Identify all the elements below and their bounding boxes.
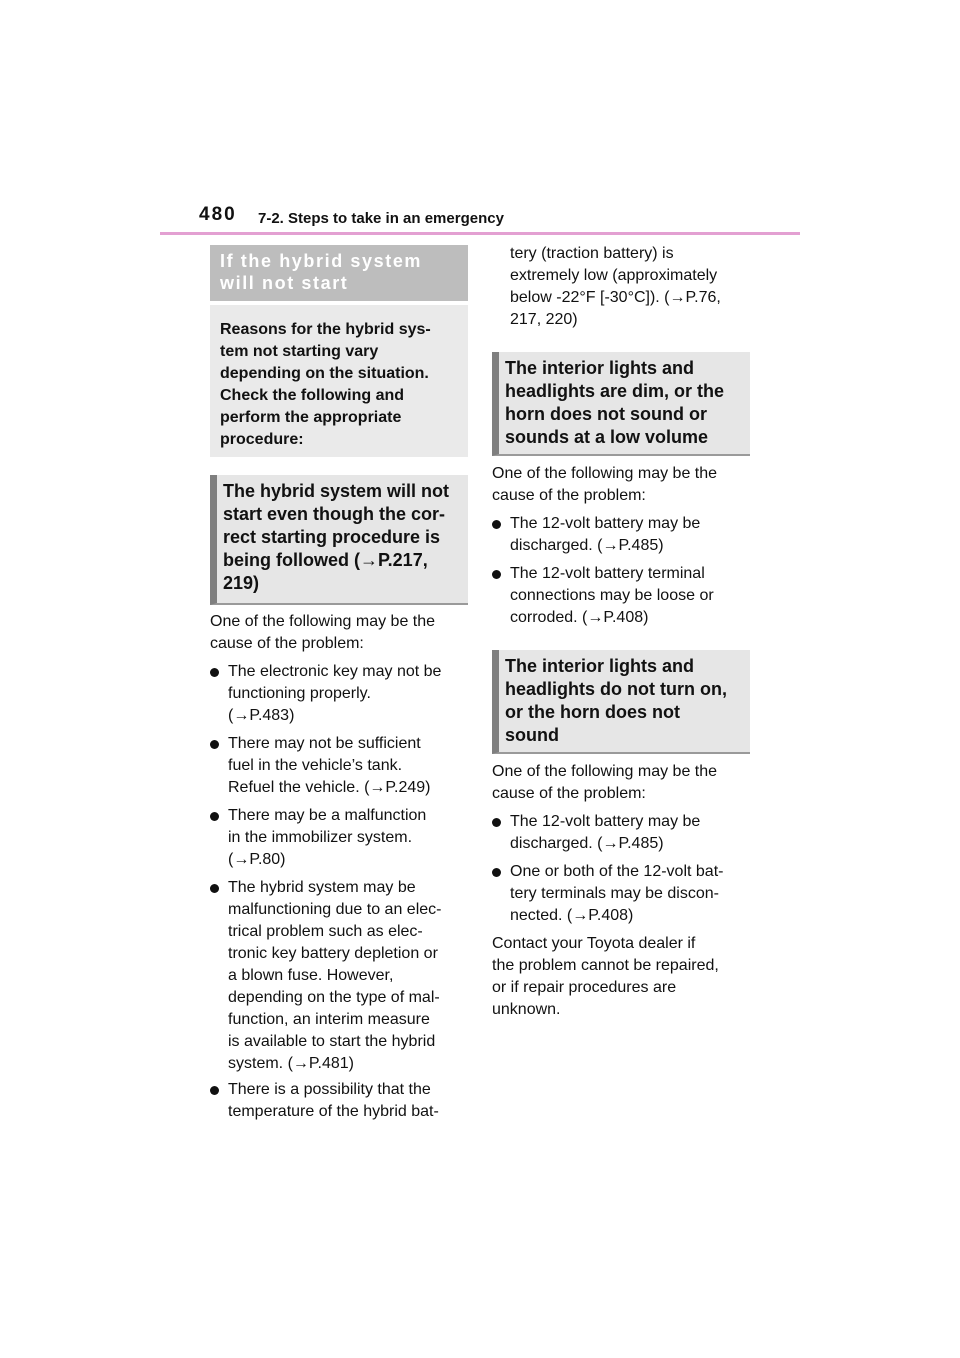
list-item-line: function, an interim measure bbox=[228, 1011, 430, 1028]
subheading-line: The interior lights and bbox=[505, 656, 695, 676]
list-item bbox=[210, 733, 470, 799]
subheading-line: headlights do not turn on, bbox=[505, 679, 727, 699]
list-item-line: a blown fuse. However, bbox=[228, 967, 394, 984]
intro-line: Check the following and bbox=[220, 387, 405, 404]
bullet-icon bbox=[210, 812, 219, 821]
paragraph-line: unknown. bbox=[492, 1001, 561, 1018]
list-item-line: trical problem such as elec- bbox=[228, 923, 423, 940]
bullet-icon bbox=[492, 818, 501, 827]
list-item-line: (→P.483) bbox=[228, 707, 295, 724]
intro-line: Reasons for the hybrid sys- bbox=[220, 321, 431, 338]
list-item-line: corroded. (→P.408) bbox=[510, 609, 649, 626]
list-item-line: temperature of the hybrid bat- bbox=[228, 1103, 439, 1120]
header-divider bbox=[160, 232, 800, 235]
list-item-line: The electronic key may not be bbox=[228, 663, 442, 680]
list-item-line: The 12-volt battery terminal bbox=[510, 565, 705, 582]
intro-line: procedure: bbox=[220, 431, 304, 448]
closing-paragraph bbox=[492, 933, 754, 1021]
list-item-line: is available to start the hybrid bbox=[228, 1033, 436, 1050]
title-line: If the hybrid system bbox=[220, 251, 423, 271]
list-item-line: There may not be sufficient bbox=[228, 735, 421, 752]
bullet-icon bbox=[210, 668, 219, 677]
subheading-line: being followed (→P.217, bbox=[223, 550, 428, 570]
intro-box bbox=[210, 305, 468, 457]
paragraph-line: One of the following may be the bbox=[210, 613, 436, 630]
paragraph-line: tery (traction battery) is bbox=[510, 245, 674, 262]
list-item bbox=[210, 661, 470, 727]
lead-paragraph bbox=[492, 463, 754, 507]
bullet-icon bbox=[492, 570, 501, 579]
bullet-icon bbox=[210, 884, 219, 893]
paragraph-line: cause of the problem: bbox=[492, 487, 646, 504]
paragraph-line: the problem cannot be repaired, bbox=[492, 957, 719, 974]
list-item bbox=[210, 1079, 470, 1123]
bullet-icon bbox=[210, 740, 219, 749]
list-item-line: The hybrid system may be bbox=[228, 879, 416, 896]
title-line: will not start bbox=[220, 273, 349, 293]
intro-line: depending on the situation. bbox=[220, 365, 429, 382]
list-item-line: There is a possibility that the bbox=[228, 1081, 431, 1098]
paragraph-line: 217, 220) bbox=[510, 311, 578, 328]
list-item bbox=[210, 805, 470, 871]
subheading-line: 219) bbox=[223, 573, 260, 593]
subheading-line: sounds at a low volume bbox=[505, 427, 709, 447]
subheading-dim-lights bbox=[492, 352, 750, 456]
list-item-line: The 12-volt battery may be bbox=[510, 813, 701, 830]
list-item bbox=[210, 877, 470, 1075]
list-item-line: in the immobilizer system. bbox=[228, 829, 413, 846]
bullet-icon bbox=[492, 520, 501, 529]
list-item-line: discharged. (→P.485) bbox=[510, 835, 664, 852]
paragraph-line: extremely low (approximately bbox=[510, 267, 718, 284]
subheading-not-starting bbox=[210, 475, 468, 605]
list-item-line: nected. (→P.408) bbox=[510, 907, 634, 924]
section-title-box bbox=[210, 245, 468, 301]
list-item bbox=[492, 811, 754, 855]
list-item-line: discharged. (→P.485) bbox=[510, 537, 664, 554]
subheading-line: or the horn does not bbox=[505, 702, 680, 722]
list-item bbox=[492, 563, 754, 629]
subheading-line: The interior lights and bbox=[505, 358, 695, 378]
subheading-no-lights bbox=[492, 650, 750, 754]
list-item-line: There may be a malfunction bbox=[228, 807, 427, 824]
paragraph-line: Contact your Toyota dealer if bbox=[492, 935, 696, 952]
list-item-line: malfunctioning due to an elec- bbox=[228, 901, 442, 918]
paragraph-line: cause of the problem: bbox=[492, 785, 646, 802]
list-item-line: (→P.80) bbox=[228, 851, 286, 868]
subheading-line: horn does not sound or bbox=[505, 404, 707, 424]
page-number: 480 bbox=[199, 204, 237, 225]
lead-paragraph bbox=[210, 611, 470, 655]
list-item bbox=[492, 861, 754, 927]
list-item-line: tronic key battery depletion or bbox=[228, 945, 438, 962]
paragraph-line: One of the following may be the bbox=[492, 763, 718, 780]
list-item-line: depending on the type of mal- bbox=[228, 989, 440, 1006]
list-item-line: fuel in the vehicle’s tank. bbox=[228, 757, 403, 774]
paragraph-line: cause of the problem: bbox=[210, 635, 364, 652]
list-item-line: functioning properly. bbox=[228, 685, 371, 702]
bullet-icon bbox=[492, 868, 501, 877]
paragraph-line: One of the following may be the bbox=[492, 465, 718, 482]
intro-line: perform the appropriate bbox=[220, 409, 402, 426]
subheading-line: start even though the cor- bbox=[223, 504, 446, 524]
lead-paragraph bbox=[492, 761, 754, 805]
list-item-line: system. (→P.481) bbox=[228, 1055, 354, 1072]
paragraph-line: below -22°F [-30°C]). (→P.76, bbox=[510, 289, 721, 306]
section-title: 7-2. Steps to take in an emergency bbox=[258, 210, 504, 227]
bullet-icon bbox=[210, 1086, 219, 1095]
subheading-line: rect starting procedure is bbox=[223, 527, 441, 547]
list-item-line: The 12-volt battery may be bbox=[510, 515, 701, 532]
list-item-line: connections may be loose or bbox=[510, 587, 714, 604]
list-item-line: Refuel the vehicle. (→P.249) bbox=[228, 779, 431, 796]
subheading-line: headlights are dim, or the bbox=[505, 381, 725, 401]
subheading-line: The hybrid system will not bbox=[223, 481, 450, 501]
paragraph-line: or if repair procedures are bbox=[492, 979, 677, 996]
list-item-line: One or both of the 12-volt bat- bbox=[510, 863, 724, 880]
list-item-line: tery terminals may be discon- bbox=[510, 885, 719, 902]
subheading-line: sound bbox=[505, 725, 559, 745]
intro-line: tem not starting vary bbox=[220, 343, 379, 360]
continuation-text bbox=[510, 243, 760, 331]
list-item bbox=[492, 513, 754, 557]
